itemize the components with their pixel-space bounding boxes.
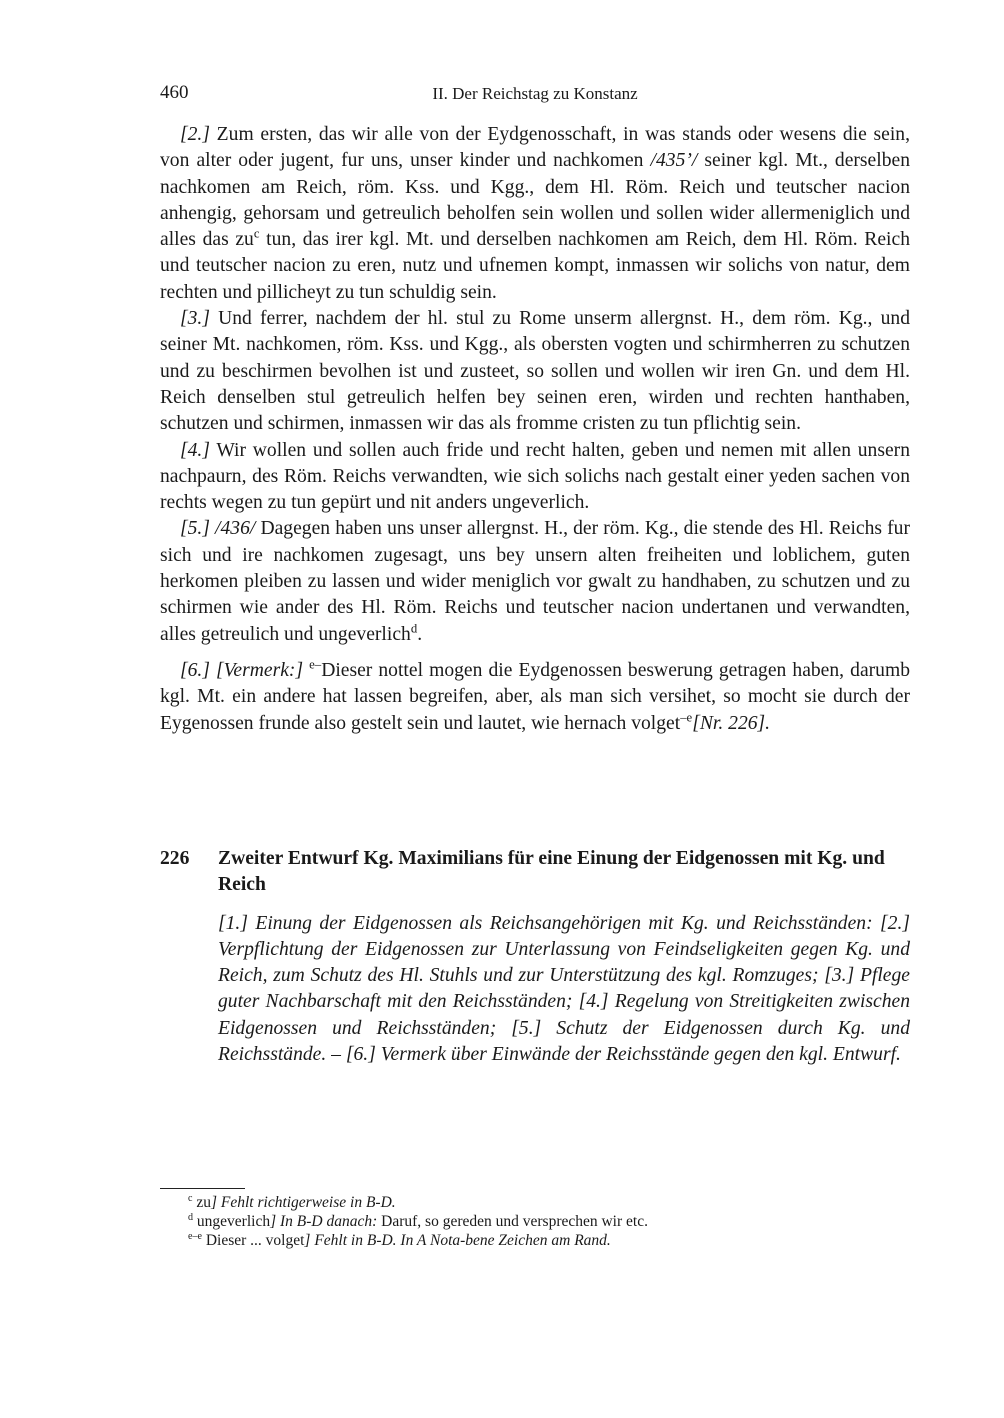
editorial-italic: [6.] [Vermerk:] [180,659,304,681]
document-number: 226 [160,848,190,869]
text-run: seiner kgl. Mt., derselben nachkomen am Reich, röm. Kss. und Kgg., dem Hl. Röm. Reich und teutscher nacion anhengig, gehorsam und getreulich beholfen sein wollen und sollen wider allermeniglich und alles das zu [160,150,910,251]
footnote-marker: d [188,1211,194,1223]
paragraph-6-vermerk [160,658,910,737]
editorial-italic: [3.] [180,308,210,330]
footnote-marker: d [410,621,418,636]
footnote-divider [160,1188,245,1189]
footnote-marker: c [253,226,260,241]
text-run: Daruf, so gereden und versprechen wir etc. [377,1213,648,1230]
page-number: 460 [160,82,189,103]
paragraph-2 [160,122,910,306]
page-header [160,82,910,108]
text-run: Wir wollen und sollen auch fride und recht halten, geben und nemen mit allen unsern nachpaurn, des Röm. Reichs verwandten, wie sich solichs nach gestalt einer yeden sachen von rechts wegen zu tun gepürt und nit anders ungeverlich. [160,439,910,514]
running-title: II. Der Reichstag zu Konstanz [432,84,638,103]
footnote-e [188,1231,648,1250]
footnotes [188,1193,648,1250]
paragraph-5 [160,516,910,647]
editorial-italic: ] Fehlt in B-D. In A Nota-bene Zeichen am Rand. [304,1232,611,1249]
text-run: Dagegen haben uns unser allergnst. H., der röm. Kg., die stende des Hl. Reichs fur sich und ire nachkomen zugesagt, uns bey unsern alten freiheiten und loblichem, guten herkomen pleiben zu lassen und wider meniglich vor gwalt zu handhaben, zu schutzen und zu schirmen wie ander des Hl. Röm. Reichs und teutscher nacion undertanen und verwandten, alles getreulich und ungeverlich [160,518,911,645]
footnote-c [188,1193,648,1212]
text-run: Und ferrer, nachdem der hl. stul zu Rome unserm allergnst. H., dem röm. Kg., und seiner Mt. nachkomen, röm. Kss. und Kgg., als obersten vogten und schirmherren zu schutzen und zu beschirmen bevolhen ist und zusteet, so sollen und wollen wir iren Gn. und dem Hl. Reich denselben stul getreulich helfen bey seinen eren, wirden und rechten hanthaben, schutzen und schirmen, inmassen wir das als fromme cristen zu tun pflichtig sein. [160,308,910,435]
editorial-italic: [5.] /436/ [180,518,256,540]
footnote-marker: –e [680,710,693,724]
edition-text [160,122,910,737]
footnote-d [188,1212,648,1231]
editorial-italic: /435’/ [650,150,698,172]
document-regest: [1.] Einung der Eidgenossen als Reichsangehörigen mit Kg. und Reichsständen: [2.] Verpflichtung der Eidgenossen zur Unterlassung von Feindseligkeiten gegen Kg. und Reich, zum Schutz des Hl. Stuhls und zur Unterstützung des kgl. Romzuges; [3.] Pflege guter Nachbarschaft mit den Reichsständen; [4.] Regelung von Streitigkeiten zwischen Eidgenossen und Reichsständen; [5.] Schutz der Eidgenossen durch Kg. und Reichsstände. – [6.] Vermerk über Einwände der Reichsstände gegen den kgl. Entwurf. [218,912,910,1066]
text-run: zu [192,1194,211,1211]
editorial-italic: [Nr. 226]. [692,712,771,734]
text-run: Dieser ... volget [201,1232,305,1249]
document-entry [160,846,910,1068]
footnote-marker: c [188,1192,193,1204]
editorial-italic: ] Fehlt richtigerweise in B-D. [210,1194,396,1211]
paragraph-4 [160,438,910,517]
text-run: Dieser nottel mogen die Eydgenossen beswerung getragen haben, darumb kgl. Mt. ein andere hat lassen begreifen, aber, als man sich versihet, so mocht sie durch der Eygenossen frunde also gestelt sein und lautet, wie hernach volget [160,659,910,734]
footnote-marker: e–e [188,1230,202,1242]
text-run: tun, das irer kgl. Mt. und derselben nachkomen am Reich, dem Hl. Röm. Reich und teutscher nacion zu eren, nutz und ufnemen kompt, inmassen wir solichs von natur, dem rechten und pillicheyt zu tun schuldig sein. [160,229,910,303]
text-run: . [417,623,423,645]
footnote-marker: e– [309,657,322,672]
text-run: ungeverlich [193,1213,271,1230]
editorial-italic: ] In B-D danach: [270,1213,378,1230]
paragraph-3 [160,306,910,437]
editorial-italic: [4.] [180,439,210,461]
text-run: Zum ersten, das wir alle von der Eydgenosschaft, in was stands oder wesens die sein, von alter oder jugent, fur uns, unser kinder und nachkomen [160,124,910,172]
document-title: Zweiter Entwurf Kg. Maximilians für eine Einung der Eidgenossen mit Kg. und Reich [218,848,885,896]
editorial-italic: [2.] [180,124,210,145]
